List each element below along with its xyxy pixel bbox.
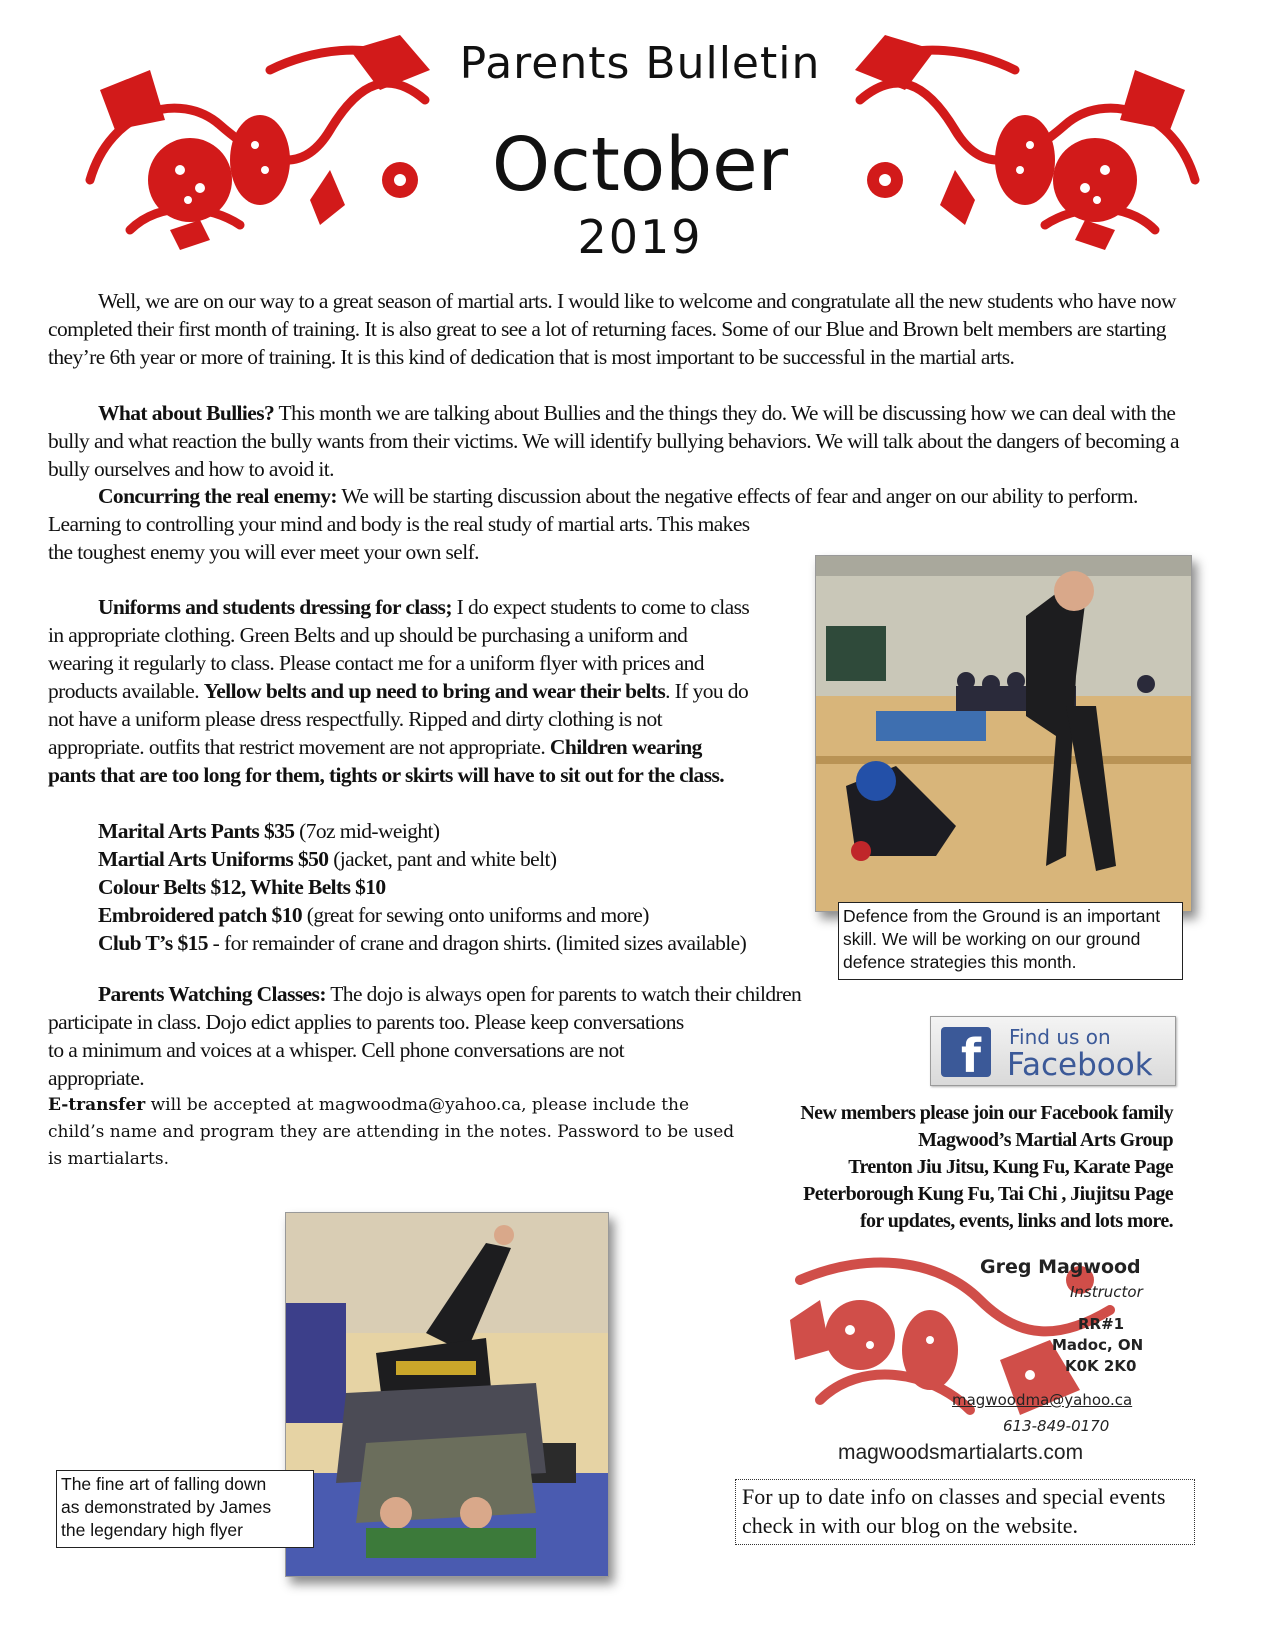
bullies-paragraph bbox=[48, 399, 1218, 483]
contact-address-1: RR#1 bbox=[1078, 1315, 1125, 1333]
falling-demo-caption: The fine art of falling down as demonstrated by James the legendary high flyer bbox=[56, 1470, 314, 1548]
bulletin-title: Parents Bulletin bbox=[459, 38, 821, 89]
price-item: Club T’s $15 - for remainder of crane and dragon shirts. (limited sizes available) bbox=[98, 931, 747, 955]
facebook-line: for updates, events, links and lots more. bbox=[859, 1210, 1173, 1232]
intro-text: Well, we are on our way to a great season of martial arts. I would like to welcome and congratulate all the new students who have now completed their first month of training. It is also great to see a lot of returning faces. Some of our Blue and Brown belt members are starting they’re 6th year or more of training. It is this kind of dedication that is most important to be successful in the martial arts. bbox=[48, 289, 1176, 369]
uniforms-text-1: I do expect students to come to class in appropriate clothing. Green Belts and up should be purchasing a uniform and wearing it regularly to class. Please contact me for a uniform flyer with prices and products available. bbox=[48, 595, 750, 703]
ground-defence-photo bbox=[815, 555, 1192, 912]
enemy-text-1: We will be starting discussion about the negative effects of fear and anger on our ability to perform. bbox=[336, 484, 1138, 508]
facebook-line: New members please join our Facebook family bbox=[800, 1102, 1173, 1124]
bulletin-month: October bbox=[491, 122, 789, 208]
bullies-text: This month we are talking about Bullies and the things they do. We will be discussing how we can deal with the bully and what reaction the bully wants from their victims. We will identify bullying behaviors. We will talk about the dangers of becoming a bully ourselves and how to avoid it. bbox=[48, 401, 1180, 481]
uniforms-text-2: . If you do not have a uniform please dress respectfully. Ripped and dirty clothing is not appropriate. outfits that restrict movement are not appropriate. bbox=[48, 679, 749, 759]
etransfer-paragraph: E-transfer will be accepted at magwoodma@yahoo.ca, please include the child’s name and program they are attending in the notes. Password to be used is martialarts. bbox=[48, 1095, 735, 1169]
website-link[interactable]: magwoodsmartialarts.com bbox=[838, 1441, 1084, 1464]
facebook-line: Trenton Jiu Jitsu, Kung Fu, Karate Page bbox=[848, 1156, 1173, 1178]
contact-phone: 613-849-0170 bbox=[1003, 1417, 1110, 1435]
intro-paragraph bbox=[48, 287, 1208, 371]
contact-name: Greg Magwood bbox=[980, 1256, 1141, 1278]
contact-title: Instructor bbox=[1070, 1283, 1143, 1301]
falling-demo-photo bbox=[285, 1212, 609, 1577]
parents-heading: Parents Watching Classes: bbox=[98, 982, 326, 1006]
contact-postal: K0K 2K0 bbox=[1065, 1357, 1137, 1375]
parents-paragraph: Parents Watching Classes: The dojo is always open for parents to watch their children participate in class. Dojo edict applies to parents too. Please keep conversations to a minimum and voices at a whisper. Cell phone conversations are not appropriate. bbox=[48, 982, 802, 1090]
facebook-icon: f bbox=[941, 1027, 991, 1077]
enemy-paragraph bbox=[48, 482, 1218, 566]
price-list bbox=[98, 817, 798, 957]
facebook-line: Peterborough Kung Fu, Tai Chi , Jiujitsu Page bbox=[803, 1183, 1173, 1205]
uniforms-heading: Uniforms and students dressing for class; bbox=[98, 595, 452, 619]
price-item: Martial Arts Uniforms $50 (jacket, pant and white belt) bbox=[98, 847, 557, 871]
uniforms-paragraph bbox=[48, 593, 753, 789]
enemy-text-3: the toughest enemy you will ever meet your own self. bbox=[48, 540, 479, 564]
ground-defence-caption: Defence from the Ground is an important skill. We will be working on our ground defence strategies this month. bbox=[838, 902, 1183, 980]
uniforms-belts-note: Yellow belts and up need to bring and wear their belts bbox=[203, 679, 666, 703]
contact-email-link[interactable]: magwoodma@yahoo.ca bbox=[952, 1391, 1133, 1409]
facebook-line: Magwood’s Martial Arts Group bbox=[918, 1129, 1173, 1151]
facebook-badge-name: Facebook bbox=[1007, 1047, 1153, 1083]
bullies-heading: What about Bullies? bbox=[98, 401, 275, 425]
bulletin-year: 2019 bbox=[577, 210, 703, 264]
facebook-badge[interactable] bbox=[930, 1016, 1176, 1086]
price-item: Colour Belts $12, White Belts $10 bbox=[98, 875, 386, 899]
enemy-heading: Concurring the real enemy: bbox=[98, 484, 337, 508]
price-item: Embroidered patch $10 (great for sewing onto uniforms and more) bbox=[98, 903, 649, 927]
blog-note: For up to date info on classes and special events check in with our blog on the website. bbox=[735, 1479, 1195, 1545]
contact-address-2: Madoc, ON bbox=[1052, 1336, 1144, 1354]
uniforms-pants-note: Children wearing pants that are too long for them, tights or skirts will have to sit out for the class. bbox=[48, 735, 724, 787]
enemy-text-2: Learning to controlling your mind and body is the real study of martial arts. This makes bbox=[48, 512, 750, 536]
etransfer-label: E-transfer bbox=[48, 1095, 146, 1115]
price-item: Marital Arts Pants $35 (7oz mid-weight) bbox=[98, 819, 440, 843]
facebook-badge-find: Find us on bbox=[1009, 1025, 1111, 1049]
